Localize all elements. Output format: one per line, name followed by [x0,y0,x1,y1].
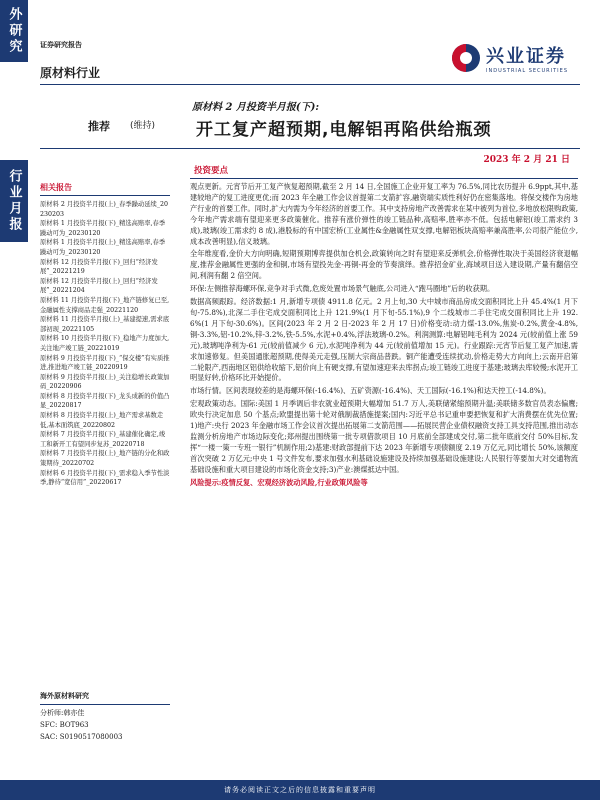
related-report-item[interactable]: 原材料 8 月投资半月报(下)_龙头成新的价值凸显_20220817 [40,392,170,410]
logo-name-en: INDUSTRIAL SECURITIES [486,68,568,74]
analyst-sfc: SFC: BOT963 [40,721,89,729]
footer-disclaimer: 请务必阅读正文之后的信息披露和重要声明 [0,780,600,800]
related-report-item[interactable]: 原材料 12 月投资半月报(下)_回归“经济发展”_20221219 [40,258,158,276]
para-data-tracking: 数据高频跟踪。经济数据:1 月,新增专项债 4911.8 亿元。2 月上旬,30 大中城市商品房成交面积同比上升 45.4%(1 月下旬-75.8%),北深二手住宅成交面积同比上升 121.9%(1 月下旬-55.1%),9 个二线城市二手住宅成交面积同比上升 192.6%(1 月下旬-30.6%)。区间(2023 年 2 月 2 日-2023 年 2 月 17 日)价格变动:动力煤-13.0%,焦炭-0.2%,黄金-4.8%,铜-3.3%,铝-10.2%,锌-3.2%,铁-5.5%,水泥+0.4%,浮法玻璃-0.2%。利润测算:电解铝吨毛利为 2024 元(较前值上涨 59 元),玻璃吨净利为-61 元(较前值减少 6 元),水泥吨净利为 44 元(较前值增加 15 元)。行业跟踪:元宵节后复工复产加速,需求加速修复。但美国通胀超预期,使得美元走强,压制大宗商品普跌。铜产能遭受连续扰动,价格走势大方向向上;云南开启第二轮限产,西南地区铝供给收缩下,铝价向上有硬支撑,有望加速迎来去库拐点;竣工链竣工进度于基建;玻璃去库较慢;水泥开工明显好转,价格环比开始提价。 [190,297,578,383]
report-type-label: 证券研究报告 [40,41,82,49]
side-tab-top: 外研究 [0,0,28,62]
analyst-name: 分析师:韩亦佳 [40,709,85,717]
sector-label: 原材料行业 [40,66,101,80]
header-divider [40,84,580,85]
report-date: 2023 年 2 月 21 日 [483,155,570,165]
related-report-item[interactable]: 原材料 8 月投资半月报(上)_地产需求基数走低,基本面筑底_20220802 [40,412,164,429]
related-list [40,200,170,488]
related-report-item[interactable]: 原材料 12 月投资半月报(上)_回归“经济发展”_20221204 [40,277,158,295]
logo-name-cn: 兴业证券 [486,46,566,67]
para-gold-copper: 全年维度看,金价大方向明确,短期预期博弈提供加仓机会,政策转向之时有望迎来反弹机会,价格弹性取决于美国经济衰退幅度,推荐金融属性更强的金和铜,市场有望投先金-再铜-再金的节奏演绎。推荐招金矿业,海域项目送入建设期,产量有翻倍空间,利润有翻 2 倍空间。 [190,249,578,281]
related-report-item[interactable]: 原材料 6 月投资半月报(下)_需求稳入季节性淡季,静待“宽信用”_20220617 [40,469,170,487]
para-macro-policy: 宏观政策动态。国际:美国 1 月季调后非农就业超预期大幅增加 51.7 万人,美联储紧缩预期升温;美联储多数官员表态偏鹰;欧央行决定加息 50 个基点;欧盟提出第十轮对俄制裁措施提案;国内:习近平总书记重申要把恢复和扩大消费摆在优先位置;1)地产:央行 2023 年金融市场工作会议首次提出拓展第二支箭范围——拓展民营企业债权融资支持工具支持范围,推出动态监测分析房地产市场边际变化;郑州提出围绕第一批专项借款项目 10 月底前全部建成交付,第二批年底前交付 50%目标,发挥“一楼一策一专班一银行”机制作用;2)基建:财政部提前下达 2023 年新增专项债额度 2.19 万亿元,同比增长 50%,该额度首次突破 2 万亿元;中央 1 号文件发布,要求加强水利基础设施建设及持续加强基础设施建设;人民银行等要加大对交通物流基础设施和重大项目建设的市场化资金支持;3)产业:澳煤抵达中国。 [190,399,578,474]
analyst-heading: 海外原材料研究 [40,690,170,705]
para-environment: 环保:左侧推荐海螺环保,竞争对手式微,危废处置市场景气触底,公司进入“跑马圈地”后的收获期。 [190,284,495,294]
analyst-sac: SAC: S0190517080003 [40,733,123,741]
analyst-block [40,690,170,743]
key-points-heading: 投资要点 [190,164,578,179]
main-body [190,164,578,488]
related-report-item[interactable]: 原材料 1 月投资半月报(下)_精选高赔率,春季躁动可为_20230120 [40,220,166,237]
related-report-item[interactable]: 原材料 9 月投资半月报(上)_关注稳增长政策加码_20220906 [40,373,170,391]
rating-note: (维持) [130,121,156,131]
related-report-item[interactable]: 原材料 11 月投资半月报(下)_地产链修复已至,金融属性支撑商品走强_20221120 [40,296,170,314]
related-report-item[interactable]: 原材料 7 月投资半月报(下)_基建催化确定,竣工和新开工有望同步复苏_20220718 [40,431,166,448]
related-report-item[interactable]: 原材料 10 月投资半月报(下)_稳地产力度加大,关注地产竣工链_20221019 [40,335,170,352]
report-subtitle: 原材料 2 月投资半月报(下): [192,102,320,113]
para-market: 市场行情。区间表现较差的是海螺环保(-16.4%)、五矿资源(-16.4%)、天工国际(-16.1%)和达天控工(-14.8%)。 [190,386,551,396]
related-report-item[interactable]: 原材料 1 月投资半月报(上)_精选高赔率,春季躁动可为_20230120 [40,239,166,256]
side-tab-report-type: 行业月报 [0,160,28,242]
risk-warning: 风险提示:疫情反复、宏观经济波动风险,行业政策风险等 [190,477,368,487]
related-heading: 相关报告 [40,164,170,196]
para-view-update: 观点更新。元宵节后开工复产恢复超预期,截至 2 月 14 日,全国施工企业开复工率为 76.5%,同比农历提升 6.9ppt,其中,基建较地产的复工进度更优;而 2023 年全融工作会议首提第二支箭扩容,融资端实质性利好仍在密集落地。将保交楼作为房地产行业的首要工作。同时,扩大内需为今年经济的首要工作。其中支持房地产改善需求在某中被列为首位,多地放松限购政策,今年地产需求端有望迎来更多政策催化。推荐有涨价弹性的竣工链品种,高赔率,胜率亦不低。包括电解铝(竣工需求约 3 成),玻璃(竣工需求约 8 成),港股标的有中国宏桥(工业属性&金融属性双支撑,电解铝板块高赔率兼高胜率,公司很产能位少,成本改善明显),信义玻璃。 [190,182,578,246]
related-report-item[interactable]: 原材料 7 月投资半月报(上)_地产链的分化和政策期待_20220702 [40,450,170,468]
related-report-item[interactable]: 原材料 11 月投资半月报(上)_基建提速,需求底部初现_20221105 [40,316,170,333]
related-report-item[interactable]: 原材料 9 月投资半月报(下)_“保交楼”有实质推进,推进地产竣工链_20220919 [40,354,170,372]
report-title: 开工复产超预期,电解铝再陷供给瓶颈 [196,120,492,140]
title-divider [40,148,580,149]
company-logo [452,42,568,74]
related-report-item[interactable]: 原材料 2 月投资半月报(上)_春季躁动延续_20230203 [40,201,168,218]
logo-mark-icon [452,44,480,72]
related-reports [40,164,170,488]
rating: 推荐 [88,120,110,133]
